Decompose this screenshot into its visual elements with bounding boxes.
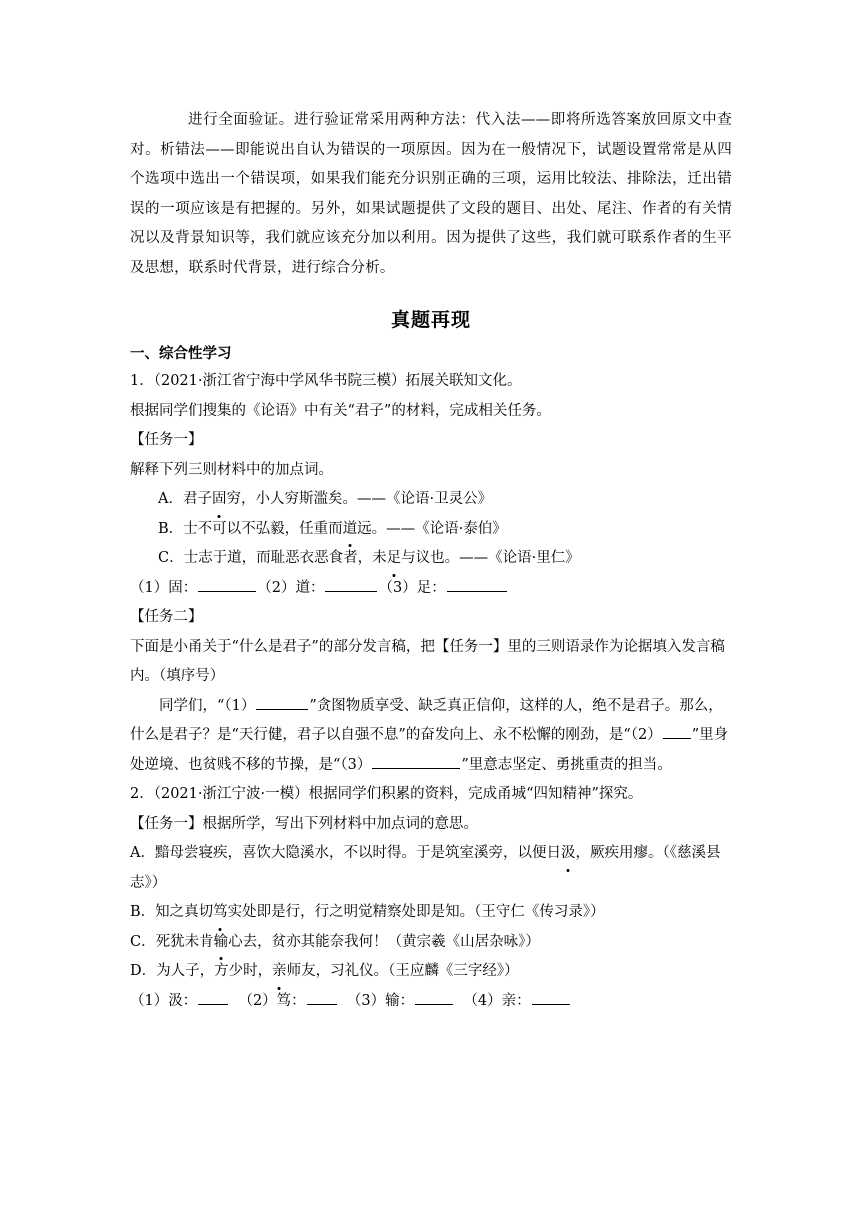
q1-fill-3-blank[interactable] bbox=[447, 575, 507, 592]
q2-option-b-post: 实处即是行，行之明觉精察处即是知。（王守仁《传习录》） bbox=[227, 904, 605, 920]
q2-option-b-pre: B．知之真切 bbox=[130, 904, 214, 920]
q1-option-a-dotted: 固 bbox=[212, 485, 227, 515]
q2-head: 2．（2021·浙江宁波·一模）根据同学们积累的资料，完成甬城“四知精神”探究。 bbox=[130, 786, 643, 802]
q2-option-c-dotted: 输 bbox=[214, 928, 229, 958]
q2-option-a-post: ，厥疾用瘳。（《慈溪县志》） bbox=[130, 845, 721, 891]
q1-option-a bbox=[130, 485, 732, 515]
q1-option-b-dotted: 道 bbox=[343, 515, 358, 545]
q2-option-d-post: 师友，习礼仪。（王应麟《三字经》） bbox=[286, 963, 519, 979]
q2-option-c-pre: C．死犹未肯 bbox=[130, 933, 214, 950]
q1-option-a-pre: A．君子 bbox=[158, 491, 212, 507]
q2-fill-1-label: （1）汲： bbox=[130, 992, 198, 1009]
q2-fill-2-label: （2）笃： bbox=[238, 992, 306, 1009]
q1-speech-part-3: ”里身处逆境、也贫贱不移的节操，是“（3） bbox=[130, 727, 729, 773]
intro-paragraph-block bbox=[130, 106, 732, 283]
q1-desc: 根据同学们搜集的《论语》中有关“君子”的材料，完成相关任务。 bbox=[130, 402, 551, 419]
q1-fill-2-blank[interactable] bbox=[325, 575, 377, 592]
q1-speech-blank-3[interactable] bbox=[372, 752, 460, 769]
q2-option-d bbox=[130, 957, 732, 987]
q1-option-c-dotted: 足 bbox=[387, 544, 402, 574]
q1-task2-label: 【任务二】 bbox=[130, 609, 203, 625]
q2-option-b bbox=[130, 898, 732, 928]
q2-fill-3-blank[interactable] bbox=[415, 988, 453, 1005]
q2-fill-2-blank[interactable] bbox=[307, 988, 337, 1005]
q1-task1-desc: 解释下列三则材料中的加点词。 bbox=[130, 461, 333, 478]
q1-task2-desc: 下面是小甬关于“什么是君子”的部分发言稿，把【任务一】里的三则语录作为论据填入发言稿内。（填序号） bbox=[130, 638, 725, 684]
q1-fill-3-label: （3）足： bbox=[378, 579, 446, 596]
question-2 bbox=[130, 780, 732, 1016]
q2-task1: 【任务一】根据所学，写出下列材料中加点词的意思。 bbox=[130, 815, 478, 832]
q1-speech-part-1: 同学们，“（1） bbox=[159, 697, 256, 714]
q1-option-b bbox=[130, 515, 732, 545]
q1-head: 1．（2021·浙江省宁海中学风华书院三模）拓展关联知文化。 bbox=[130, 373, 522, 389]
q1-option-c-post: 与议也。——《论语·里仁》 bbox=[401, 550, 580, 566]
q1-speech-part-4: ”里意志坚定、勇挑重责的担当。 bbox=[461, 756, 672, 773]
q1-option-b-post: 远。——《论语·泰伯》 bbox=[357, 520, 507, 537]
q2-fill-3-label: （3）输： bbox=[346, 992, 415, 1009]
q1-speech bbox=[130, 692, 732, 781]
q2-option-a-dotted: 汲 bbox=[561, 839, 576, 869]
q1-option-a-post: 穷，小人穷斯滥矣。——《论语·卫灵公》 bbox=[226, 491, 493, 507]
q1-fill-1-blank[interactable] bbox=[198, 575, 256, 592]
q2-fill-1-blank[interactable] bbox=[198, 988, 228, 1005]
q2-fill-4-label: （4）亲： bbox=[463, 992, 531, 1009]
section-title: 真题再现 bbox=[390, 309, 471, 331]
intro-paragraph: 进行全面验证。进行验证常采用两种方法：代入法——即将所选答案放回原文中查对。析错法——即能说出自认为错误的一项原因。因为在一般情况下，试题设置常常是从四个选项中选出一个错误项，如果我们能充分识别正确的三项，运用比较法、排除法，迁出错误的一项应该是有把握的。另外，如果试题提供了文段的题目、出处、尾注、作者的有关情况以及背景知识等，我们就应该充分加以利用。因为提供了这些，我们就可联系作者的生平及思想，联系时代背景，进行综合分析。 bbox=[130, 112, 732, 276]
q2-fill-line bbox=[130, 987, 732, 1017]
q2-option-d-pre: D．为人子，方少时， bbox=[130, 963, 273, 979]
content-area bbox=[130, 106, 732, 1016]
q2-option-c bbox=[130, 928, 732, 958]
q1-speech-blank-2[interactable] bbox=[663, 722, 691, 739]
q1-speech-blank-1[interactable] bbox=[256, 693, 308, 710]
q1-task1-label: 【任务一】 bbox=[130, 432, 203, 448]
q1-option-b-pre: B．士不可以不弘毅，任重而 bbox=[158, 520, 343, 537]
q1-option-c bbox=[130, 544, 732, 574]
q2-option-a-pre: A．黯母尝寝疾，喜饮大隐溪水，不以时得。于是筑室溪旁，以便日 bbox=[130, 845, 561, 861]
section-heading: 一、综合性学习 bbox=[130, 346, 232, 362]
q2-option-b-dotted: 笃 bbox=[213, 898, 228, 928]
q2-fill-4-blank[interactable] bbox=[532, 988, 570, 1005]
q1-speech-part-2: ”贪图物质享受、缺乏真正信仰，这样的人，绝不是君子。那么，什么是君子？是“天行健，君子以自强不息”的奋发向上、永不松懈的刚劲，是“（2） bbox=[130, 697, 723, 743]
q2-option-d-dotted: 亲 bbox=[272, 957, 287, 987]
q1-fill-1-label: （1）固： bbox=[130, 579, 198, 596]
q1-fill-2-label: （2）道： bbox=[257, 579, 325, 596]
q1-fill-line bbox=[130, 574, 732, 604]
question-1 bbox=[130, 367, 732, 780]
q2-option-c-post: 心去，贫亦其能奈我何！（黄宗羲《山居杂咏》） bbox=[228, 933, 540, 950]
q1-option-c-pre: C．士志于道，而耻恶衣恶食者，未 bbox=[158, 550, 387, 566]
q2-option-a bbox=[130, 839, 732, 898]
